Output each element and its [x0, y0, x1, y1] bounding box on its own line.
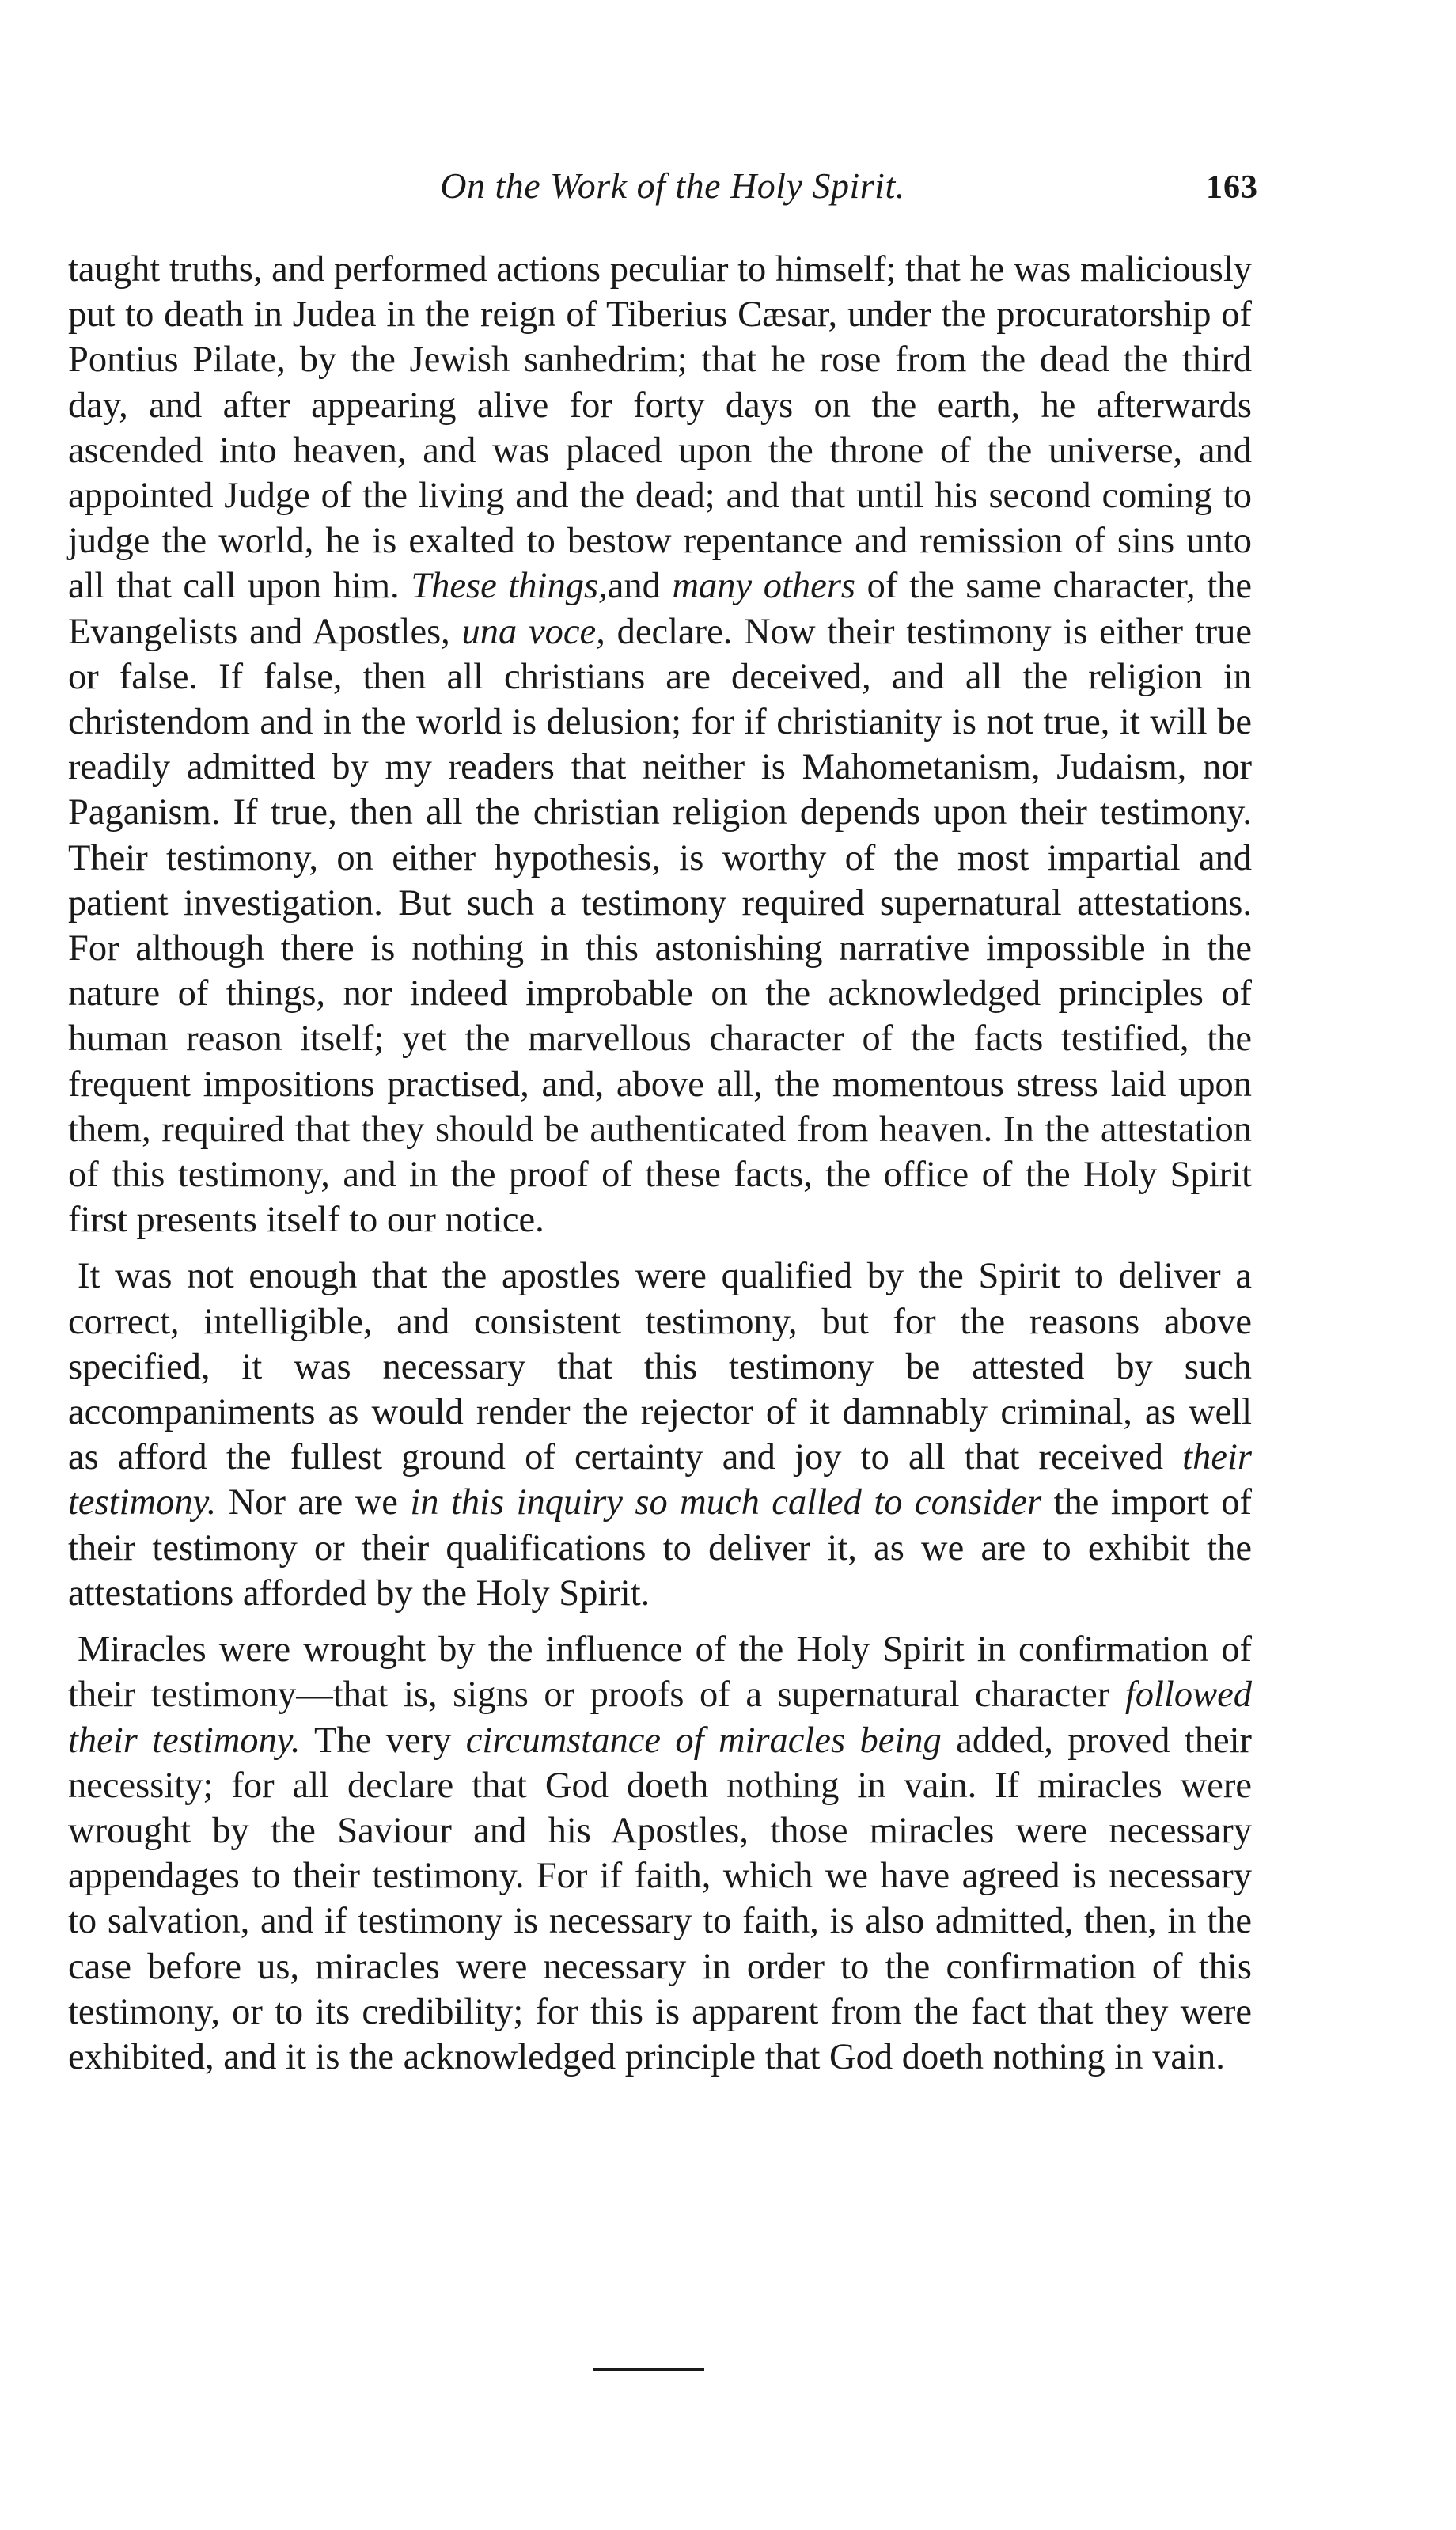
text-segment: Nor are we: [216, 1482, 411, 1523]
italic-text-segment: many others: [672, 566, 856, 607]
text-segment: taught truths, and performed actions peculiar to himself; that he was maliciously put to death in Judea in the reign of Tiberius Cæsar, under the procuratorship of Pontius Pilate, by the Jewish sanhedrim; that he rose from the dead the third day, and after appearing alive for forty days on the earth, he afterwards ascended into heaven, and was placed upon the throne of the universe, and appointed Judge of the living and the dead; and that until his second coming to judge the world, he is exalted to bestow repentance and remission of sins unto all that call upon him.: [68, 249, 1252, 607]
italic-text-segment: in this inquiry so much called to consider: [410, 1482, 1042, 1523]
italic-text-segment: una voce,: [461, 611, 605, 652]
paragraph-3: [68, 1627, 1252, 2080]
italic-text-segment: These things,: [411, 566, 608, 607]
running-title: On the Work of the Holy Spirit.: [440, 165, 905, 206]
text-segment: and: [607, 566, 673, 607]
end-rule: [593, 2368, 704, 2371]
text-segment: added, proved their necessity; for all declare that God doeth nothing in vain. If miracles were wrought by the Saviour and his Apostles, those miracles were necessary appendages to their testimony. For if faith, which we have agreed is necessary to salvation, and if testimony is necessary to faith, is also admitted, then, in the case before us, miracles were necessary in order to the confirmation of this testimony, or to its credibility; for this is apparent from the fact that they were exhibited, and it is the acknowledged principle that God doeth nothing in vain.: [68, 1720, 1252, 2077]
text-segment: the import of their testimony or their qualifications to deliver it, as we are to exhibit the attestations afforded by the Holy Spirit.: [68, 1482, 1252, 1614]
running-head: [87, 162, 1258, 218]
text-segment: of the same character, the Evangelists and Apostles,: [68, 566, 1252, 652]
paragraph-2: [68, 1254, 1252, 1616]
italic-text-segment: circumstance of miracles being: [465, 1720, 942, 1761]
text-segment: The very: [300, 1720, 466, 1761]
italic-text-segment: their testimony.: [68, 1437, 1252, 1523]
body-text: [68, 247, 1252, 2091]
text-segment: It was not enough that the apostles were qualified by the Spirit to deliver a correct, intelligible, and consistent testimony, but for the reasons above specified, it was necessary that this testimony be attested by such accompaniments as would render the rejector of it damnably criminal, as well as afford the fullest ground of certainty and joy to all that received: [68, 1256, 1252, 1478]
text-segment: declare. Now their testimony is either true or false. If false, then all christians are deceived, and all the religion in christendom and in the world is delusion; for if christianity is not true, it will be readily admitted by my readers that neither is Mahometanism, Judaism, nor Paganism. If true, then all the christian religion depends upon their testimony. Their testimony, on either hypothesis, is worthy of the most impartial and patient investigation. But such a testimony required supernatural attestations. For although there is nothing in this astonishing narrative impossible in the nature of things, nor indeed improbable on the acknowledged principles of human reason itself; yet the marvellous character of the facts testified, the frequent impositions practised, and, above all, the momentous stress laid upon them, required that they should be authenticated from heaven. In the attestation of this testimony, and in the proof of these facts, the office of the Holy Spirit first presents itself to our notice.: [68, 611, 1252, 1241]
text-segment: Miracles were wrought by the influence of the Holy Spirit in confirmation of their testimony—that is, signs or proofs of a supernatural character: [68, 1629, 1252, 1716]
italic-text-segment: followed their testimony.: [68, 1675, 1252, 1761]
page-number: 163: [1206, 169, 1258, 206]
paragraph-1: [68, 247, 1252, 1242]
